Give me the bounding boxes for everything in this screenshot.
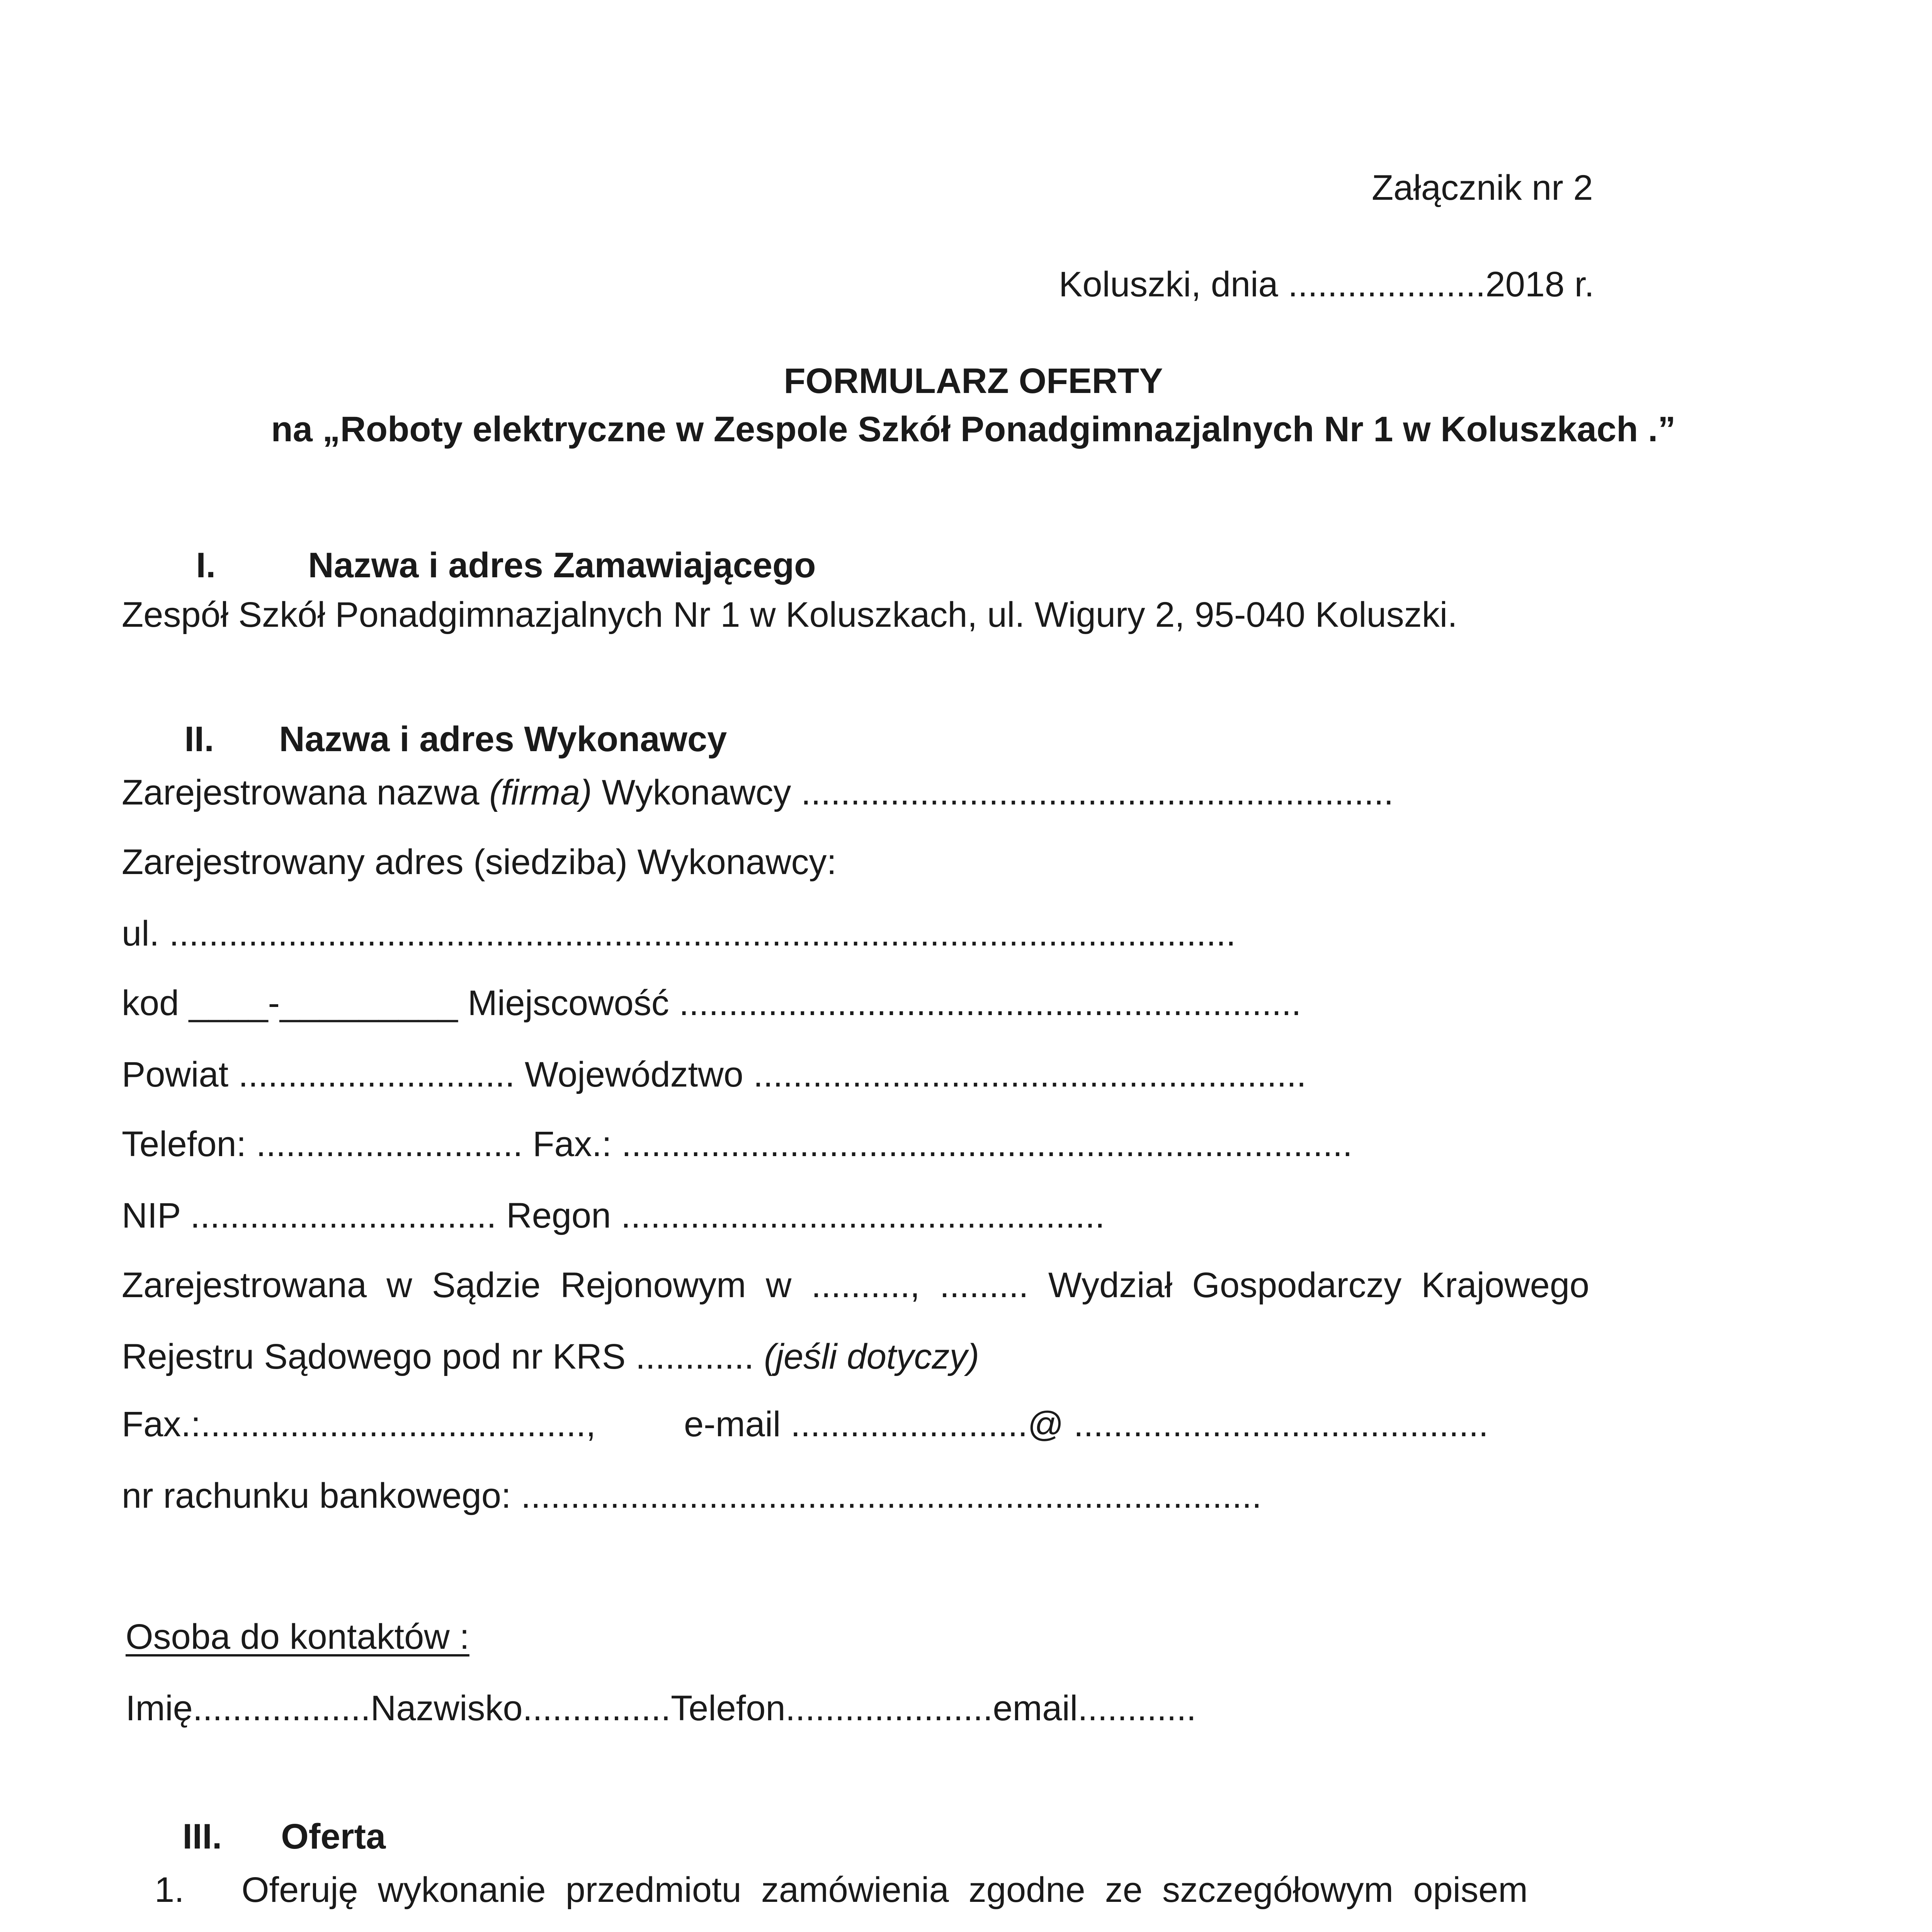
place-date-line: Koluszki, dnia ....................2018 r. — [1059, 265, 1594, 304]
email-field: e-mail ........................@ .......................................... — [684, 1405, 1488, 1444]
attachment-label: Załącznik nr 2 — [1372, 168, 1593, 207]
section-title: Nazwa i adres Zamawiającego — [308, 546, 816, 585]
ordering-party-address: Zespół Szkół Ponadgimnazjalnych Nr 1 w Koluszkach, ul. Wigury 2, 95-040 Koluszki. — [122, 595, 1458, 634]
nip-regon-field: NIP ............................... Regon ................................................. — [122, 1196, 1105, 1235]
form-subtitle: na „Roboty elektryczne w Zespole Szkół Ponadgimnazjalnych Nr 1 w Koluszkach .” — [271, 410, 1676, 449]
street-field: ul. ............................................................................................................ — [122, 914, 1236, 953]
court-registration-line-2: Rejestru Sądowego pod nr KRS ............ (jeśli dotyczy) — [122, 1337, 980, 1376]
section-number: III. — [182, 1817, 222, 1856]
bank-account-field: nr rachunku bankowego: ........................................................................... — [122, 1476, 1262, 1515]
postal-code-field: kod ____-_________ Miejscowość ............................................................... — [122, 983, 1301, 1023]
contractor-name-field: Zarejestrowana nazwa (firma) Wykonawcy ............................................................ — [122, 773, 1394, 812]
form-title: FORMULARZ OFERTY — [784, 361, 1163, 401]
fax-field: Fax.:......................................., — [122, 1405, 596, 1444]
phone-fax-field: Telefon: ........................... Fax.: .......................................................................... — [122, 1124, 1353, 1164]
court-registration-line-1: Zarejestrowana w Sądzie Rejonowym w .........., ......... Wydział Gospodarczy Krajowego — [122, 1265, 1590, 1305]
section-title: Oferta — [281, 1817, 386, 1856]
section-title: Nazwa i adres Wykonawcy — [279, 719, 727, 759]
section-number: II. — [184, 719, 214, 759]
county-voivodeship-field: Powiat ............................ Województwo ........................................................ — [122, 1055, 1306, 1094]
contractor-address-label: Zarejestrowany adres (siedziba) Wykonawcy: — [122, 842, 837, 882]
section-number: I. — [196, 546, 216, 585]
contact-person-line: Imię..................Nazwisko...............Telefon.....................email............ — [126, 1689, 1196, 1728]
contact-person-heading: Osoba do kontaktów : — [126, 1617, 469, 1656]
offer-item-1-line-1: 1. Oferuję wykonanie przedmiotu zamówienia zgodne ze szczegółowym opisem — [155, 1870, 1528, 1910]
